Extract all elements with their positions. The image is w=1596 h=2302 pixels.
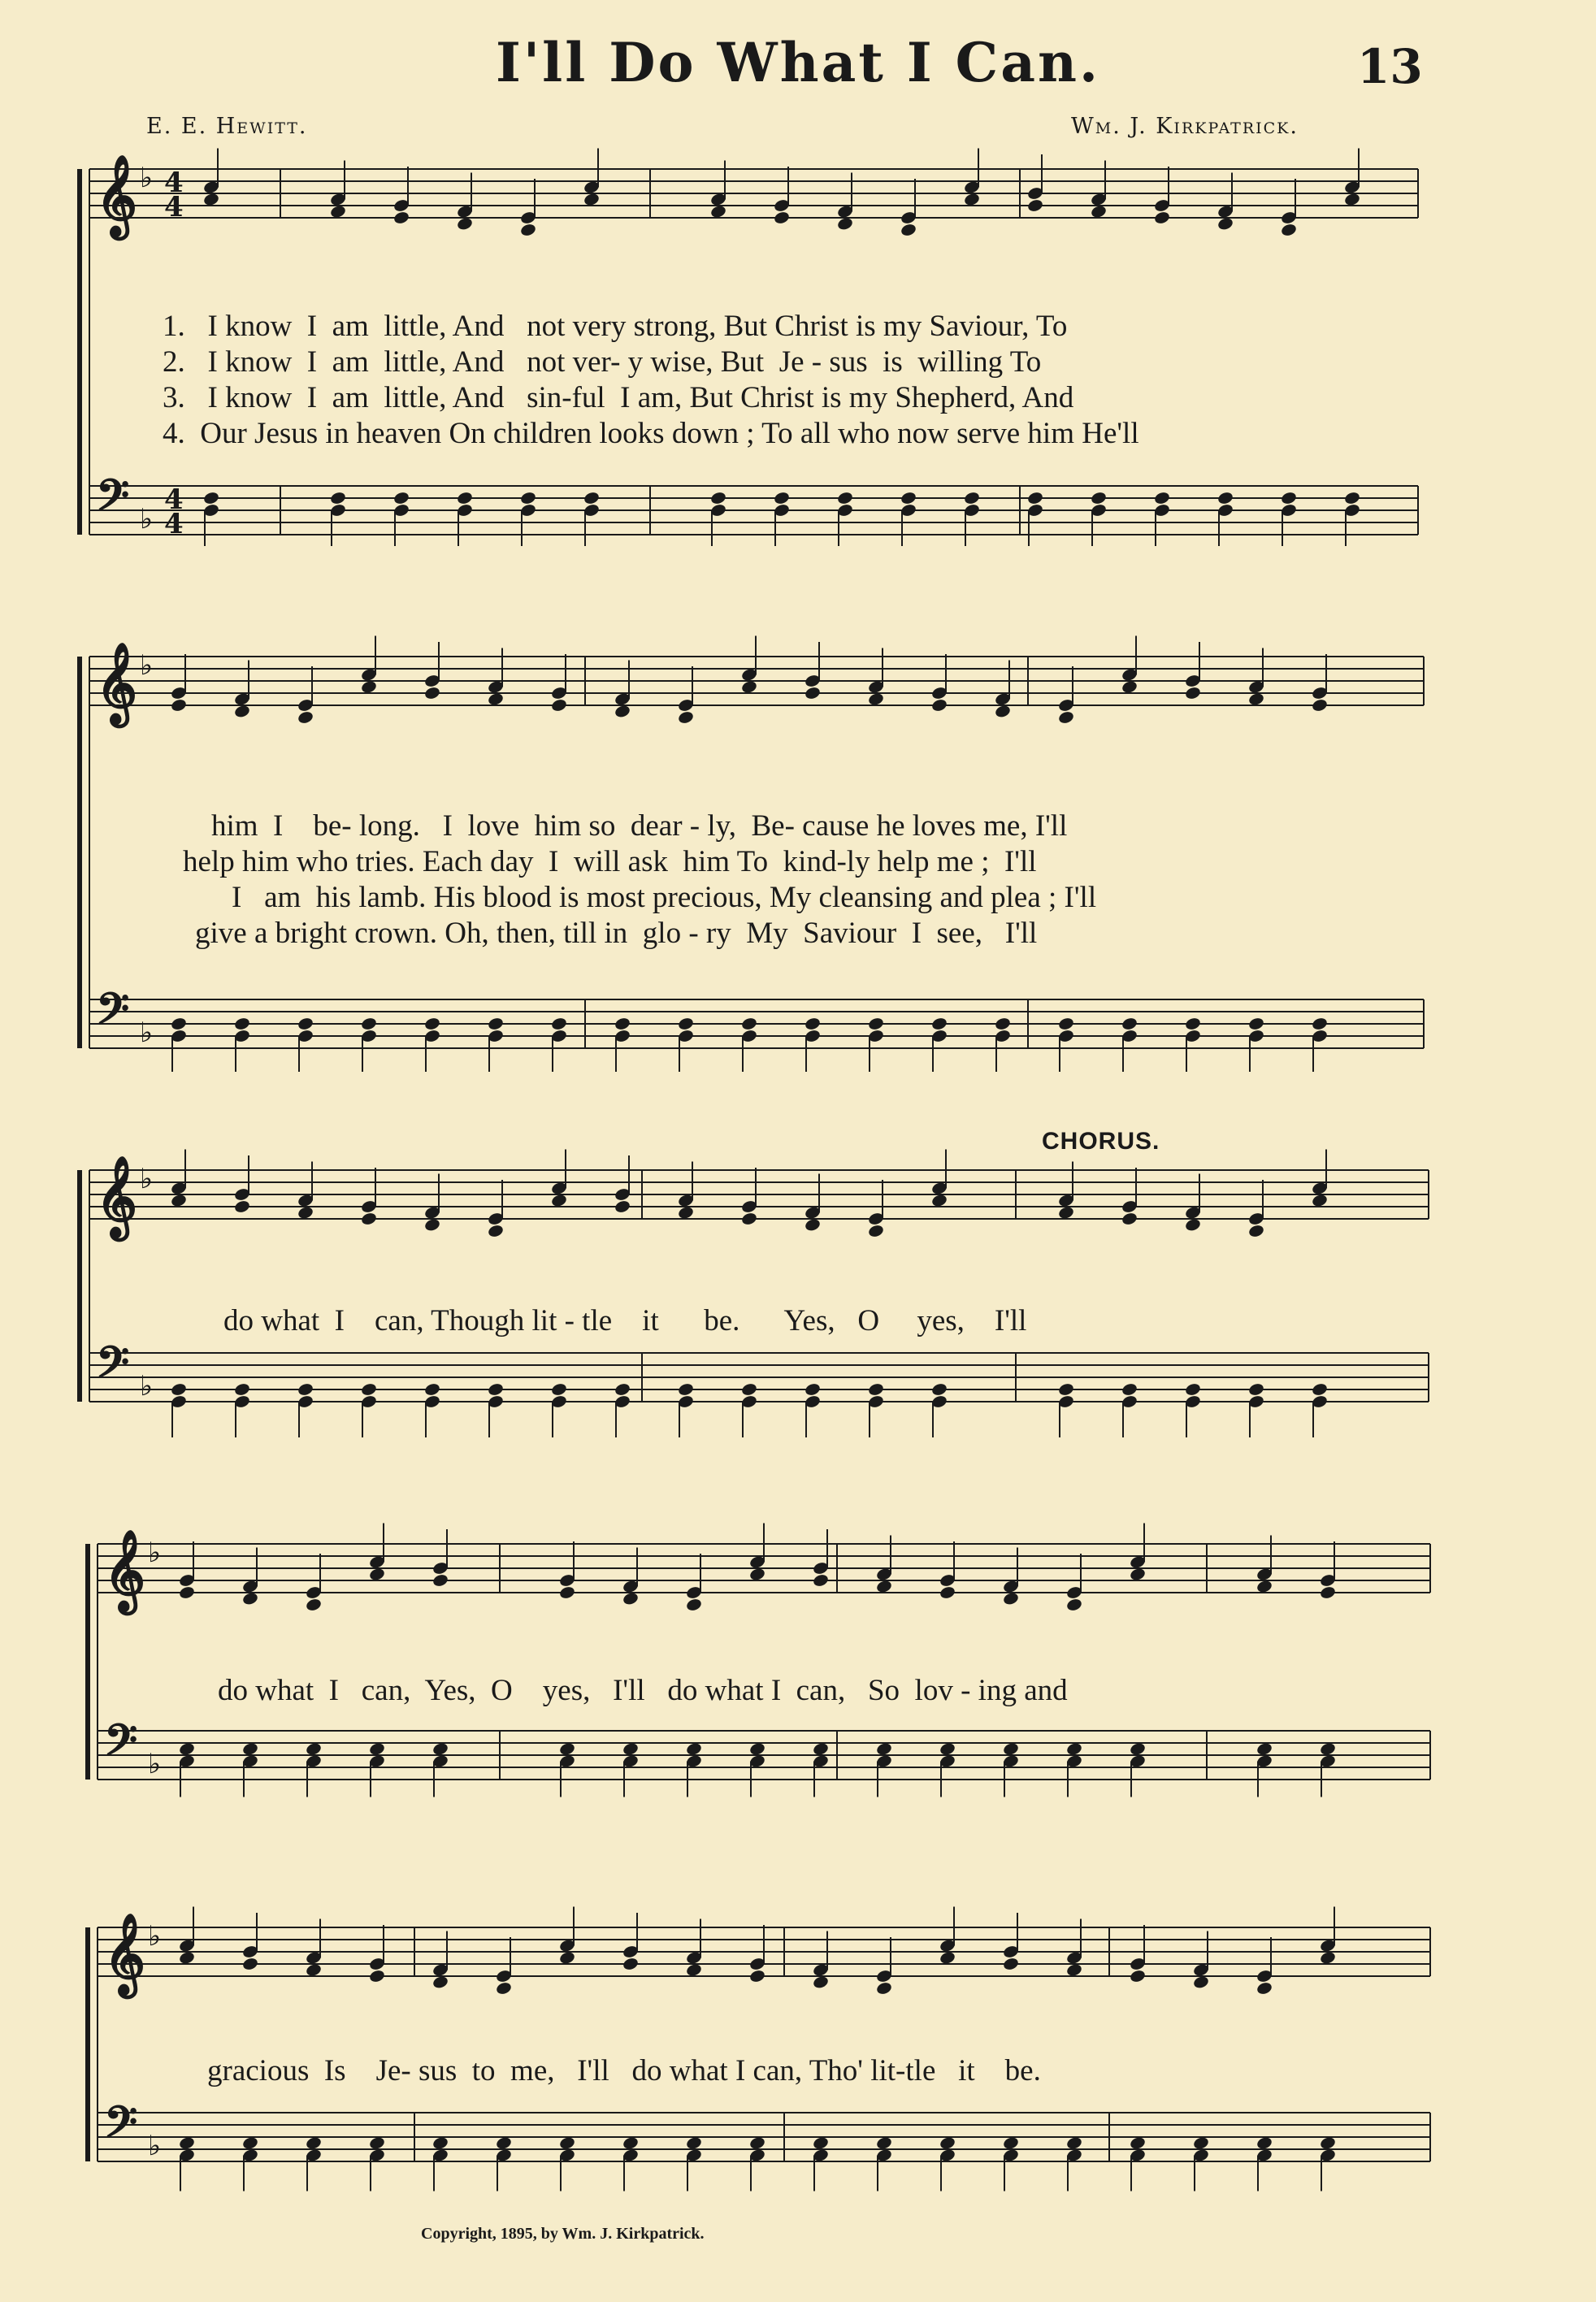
system-1-bass-time-signature-bottom: 4 — [164, 508, 184, 540]
system-5-treble-notehead — [748, 1969, 765, 1983]
system-3-bass-flat-icon: ♭ — [140, 1370, 154, 1402]
system-1-treble-notehead — [1090, 204, 1107, 219]
system-1-bass-notehead — [583, 491, 600, 505]
system-1-bass-notehead — [709, 491, 726, 505]
system-2-treble-notehead — [170, 698, 187, 713]
lyric-verse-3-line-1: 3. I know I am little, And sin-ful I am, But Christ is my Shepherd, And — [163, 381, 1074, 414]
system-5-treble-notehead — [685, 1962, 702, 1977]
system-3-bass-notehead — [677, 1382, 694, 1397]
system-3-bass-notehead — [360, 1382, 377, 1397]
system-2-treble-notehead — [1184, 686, 1201, 700]
system-3-bass-notehead — [297, 1382, 314, 1397]
system-1-treble-notehead — [583, 192, 600, 206]
system-1-treble-notehead — [1343, 192, 1360, 206]
system-4-treble-notehead — [1065, 1598, 1082, 1612]
system-4-treble-notehead — [812, 1573, 829, 1588]
system-2-bass-notehead — [1057, 1017, 1074, 1031]
system-4-bass-notehead — [432, 1741, 449, 1756]
system-2-bass-notehead — [487, 1017, 504, 1031]
system-1-time-signature-bottom: 4 — [164, 191, 184, 223]
system-1-bass-notehead — [1217, 491, 1234, 505]
system-4-treble-notehead — [1002, 1591, 1019, 1606]
system-1-treble-notehead — [329, 204, 346, 219]
system-5-bass-notehead — [558, 2135, 575, 2150]
system-5-bass-notehead — [495, 2135, 512, 2150]
system-5-treble-notehead — [495, 1981, 512, 1996]
system-5-treble-notehead — [939, 1950, 956, 1965]
system-5-bass-notehead — [685, 2135, 702, 2150]
system-5-bass-notehead — [241, 2135, 258, 2150]
system-2-treble-notehead — [614, 704, 631, 718]
system-2-treble-notehead — [1121, 679, 1138, 694]
system-1-bass-notehead — [202, 491, 219, 505]
system-2-bass-notehead — [1311, 1017, 1328, 1031]
system-1-treble-notehead — [709, 204, 726, 219]
system-2-bass-notehead — [994, 1017, 1011, 1031]
system-5-bass-notehead — [1002, 2135, 1019, 2150]
lyric-chorus-line-1: do what I can, Though lit - tle it be. Yes, O yes, I'll — [223, 1304, 1027, 1337]
system-3-treble-notehead — [1184, 1217, 1201, 1232]
system-4-bass-notehead — [558, 1741, 575, 1756]
system-5-treble-notehead — [1002, 1957, 1019, 1971]
system-5-treble-notehead — [368, 1969, 385, 1983]
system-4-bass-notehead — [178, 1741, 195, 1756]
system-5-treble-clef-icon: 𝄞 — [104, 1913, 145, 1995]
system-3-treble-notehead — [930, 1193, 948, 1207]
system-2-bass-flat-icon: ♭ — [140, 1017, 154, 1049]
system-5-treble-flat-icon: ♭ — [148, 1920, 162, 1953]
system-3-treble-notehead — [360, 1212, 377, 1226]
system-4-treble-notehead — [685, 1598, 702, 1612]
system-2-bass-notehead — [740, 1017, 757, 1031]
system-2-treble-notehead — [994, 704, 1011, 718]
lyric-verse-2-line-2: help him who tries. Each day I will ask him To kind-ly help me ; I'll — [183, 845, 1037, 878]
system-4-bass-notehead — [939, 1741, 956, 1756]
system-3-treble-notehead — [804, 1217, 821, 1232]
system-3-bass-notehead — [487, 1382, 504, 1397]
system-2-bass-notehead — [867, 1017, 884, 1031]
system-5-bass-notehead — [305, 2135, 322, 2150]
system-2-bass-clef-icon: 𝄢 — [96, 984, 130, 1045]
system-5-bass-notehead — [875, 2135, 892, 2150]
system-5-bass-notehead — [939, 2135, 956, 2150]
system-2-treble-notehead — [804, 686, 821, 700]
system-4-treble-notehead — [178, 1585, 195, 1600]
system-4-bass-notehead — [748, 1741, 765, 1756]
system-1-bass-notehead — [1153, 491, 1170, 505]
system-5-treble-notehead — [558, 1950, 575, 1965]
system-4-treble-notehead — [1319, 1585, 1336, 1600]
system-3-bass-notehead — [740, 1382, 757, 1397]
system-4-treble-notehead — [305, 1598, 322, 1612]
system-2-treble-notehead — [360, 679, 377, 694]
system-3-bass-notehead — [1121, 1382, 1138, 1397]
system-1-bass-notehead — [1280, 491, 1297, 505]
system-2-treble-notehead — [677, 710, 694, 725]
system-4-treble-notehead — [875, 1579, 892, 1593]
system-3-treble-notehead — [423, 1217, 440, 1232]
lyric-verse-1-line-1: 1. I know I am little, And not very strong, But Christ is my Saviour, To — [163, 310, 1068, 343]
system-1-treble-notehead — [1153, 210, 1170, 225]
system-1-bass-notehead — [773, 491, 790, 505]
system-3-bass-notehead — [1057, 1382, 1074, 1397]
system-1-bass-notehead — [1343, 491, 1360, 505]
system-5-bass-notehead — [368, 2135, 385, 2150]
system-4-treble-clef-icon: 𝄞 — [104, 1529, 145, 1611]
system-2-bass-notehead — [297, 1017, 314, 1031]
system-1-treble-notehead — [963, 192, 980, 206]
system-1-treble-flat-icon: ♭ — [140, 162, 154, 194]
system-5-treble-notehead — [1319, 1950, 1336, 1965]
system-3-bass-notehead — [804, 1382, 821, 1397]
system-4-treble-notehead — [939, 1585, 956, 1600]
system-2-bass-notehead — [614, 1017, 631, 1031]
system-5-bass-notehead — [432, 2135, 449, 2150]
system-2-bass-notehead — [1121, 1017, 1138, 1031]
system-3-treble-notehead — [297, 1205, 314, 1220]
system-2-bass-notehead — [804, 1017, 821, 1031]
system-4-treble-notehead — [368, 1567, 385, 1581]
lyric-chorus-line-3: gracious Is Je- sus to me, I'll do what I can, Tho' lit-tle it be. — [207, 2054, 1041, 2087]
system-2-treble-notehead — [1057, 710, 1074, 725]
system-1-treble-notehead — [392, 210, 410, 225]
system-1-bass-notehead — [392, 491, 410, 505]
system-3-treble-notehead — [233, 1199, 250, 1214]
system-1-treble-notehead — [202, 192, 219, 206]
system-5-bass-clef-icon: 𝄢 — [104, 2097, 138, 2158]
system-4-bass-notehead — [1129, 1741, 1146, 1756]
page-number: 13 — [1357, 39, 1423, 94]
system-1-treble-notehead — [773, 210, 790, 225]
system-4-treble-flat-icon: ♭ — [148, 1537, 162, 1569]
system-5-treble-notehead — [875, 1981, 892, 1996]
system-3-treble-notehead — [740, 1212, 757, 1226]
system-5-bass-notehead — [748, 2135, 765, 2150]
system-1-treble-notehead — [900, 223, 917, 237]
system-4-bass-notehead — [305, 1741, 322, 1756]
system-3-bass-notehead — [614, 1382, 631, 1397]
system-1-bass-notehead — [329, 491, 346, 505]
system-4-treble-notehead — [558, 1585, 575, 1600]
system-1-bass-notehead — [1090, 491, 1107, 505]
system-1-treble-notehead — [456, 216, 473, 231]
system-5-treble-notehead — [432, 1975, 449, 1989]
system-3-treble-notehead — [614, 1199, 631, 1214]
system-2-bass-notehead — [170, 1017, 187, 1031]
system-2-treble-notehead — [423, 686, 440, 700]
system-1-treble-notehead — [519, 223, 536, 237]
system-4-treble-notehead — [432, 1573, 449, 1588]
system-2-bass-notehead — [550, 1017, 567, 1031]
system-2-bass-notehead — [233, 1017, 250, 1031]
system-1-treble-notehead — [1217, 216, 1234, 231]
system-1-bass-notehead — [963, 491, 980, 505]
system-5-treble-notehead — [178, 1950, 195, 1965]
system-5-treble-notehead — [622, 1957, 639, 1971]
system-3-bass-notehead — [1247, 1382, 1264, 1397]
system-3-treble-notehead — [1057, 1205, 1074, 1220]
system-4-bass-clef-icon: 𝄢 — [104, 1715, 138, 1776]
system-4-bass-flat-icon: ♭ — [148, 1748, 162, 1780]
system-3-treble-flat-icon: ♭ — [140, 1163, 154, 1195]
system-1-bass-notehead — [1026, 491, 1043, 505]
system-3-treble-notehead — [170, 1193, 187, 1207]
system-2-treble-clef-icon: 𝄞 — [96, 642, 137, 724]
system-3-bass-notehead — [423, 1382, 440, 1397]
system-5-bass-notehead — [1256, 2135, 1273, 2150]
system-5-bass-notehead — [1319, 2135, 1336, 2150]
system-1-bass-notehead — [456, 491, 473, 505]
composer-credit: Wm. J. Kirkpatrick. — [1071, 114, 1299, 139]
system-3-bass-notehead — [550, 1382, 567, 1397]
system-5-treble-notehead — [812, 1975, 829, 1989]
system-3-treble-notehead — [1311, 1193, 1328, 1207]
system-2-treble-notehead — [297, 710, 314, 725]
system-2-treble-notehead — [487, 691, 504, 706]
system-5-treble-notehead — [1129, 1969, 1146, 1983]
lyric-chorus-line-2: do what I can, Yes, O yes, I'll do what I can, So lov - ing and — [218, 1674, 1068, 1707]
system-2-bass-notehead — [360, 1017, 377, 1031]
system-5-bass-flat-icon: ♭ — [148, 2130, 162, 2162]
system-5-treble-notehead — [1192, 1975, 1209, 1989]
system-1-treble-clef-icon: 𝄞 — [96, 154, 137, 236]
system-2-treble-notehead — [930, 698, 948, 713]
system-2-bass-notehead — [1247, 1017, 1264, 1031]
system-1-bass-notehead — [836, 491, 853, 505]
system-4-bass-notehead — [812, 1741, 829, 1756]
lyric-verse-4-line-1: 4. Our Jesus in heaven On children looks down ; To all who now serve him He'll — [163, 417, 1139, 450]
lyric-verse-3-line-2: I am his lamb. His blood is most precious, My cleansing and plea ; I'll — [232, 881, 1097, 914]
system-5-bass-notehead — [1065, 2135, 1082, 2150]
system-4-bass-notehead — [875, 1741, 892, 1756]
system-2-treble-notehead — [1247, 691, 1264, 706]
system-3-treble-notehead — [487, 1224, 504, 1238]
system-3-bass-notehead — [930, 1382, 948, 1397]
system-4-treble-notehead — [1256, 1579, 1273, 1593]
system-3-bass-clef-icon: 𝄢 — [96, 1337, 130, 1398]
lyric-verse-2-line-1: 2. I know I am little, And not ver- y wise, But Je - sus is willing To — [163, 345, 1042, 379]
system-1-treble-notehead — [1280, 223, 1297, 237]
system-3-bass-notehead — [1311, 1382, 1328, 1397]
system-5-bass-notehead — [178, 2135, 195, 2150]
system-1-bass-notehead — [519, 491, 536, 505]
system-1-bass-notehead — [900, 491, 917, 505]
system-5-treble-notehead — [1065, 1962, 1082, 1977]
system-4-treble-notehead — [1129, 1567, 1146, 1581]
system-4-bass-notehead — [685, 1741, 702, 1756]
system-3-bass-notehead — [1184, 1382, 1201, 1397]
system-4-bass-notehead — [368, 1741, 385, 1756]
system-4-bass-notehead — [622, 1741, 639, 1756]
system-3-bass-notehead — [233, 1382, 250, 1397]
system-2-treble-notehead — [1311, 698, 1328, 713]
system-4-bass-notehead — [1319, 1741, 1336, 1756]
lyricist-credit: E. E. Hewitt. — [146, 114, 308, 139]
system-2-treble-flat-icon: ♭ — [140, 649, 154, 682]
system-4-treble-notehead — [241, 1591, 258, 1606]
lyric-verse-1-line-2: him I be- long. I love him so dear - ly, Be- cause he loves me, I'll — [211, 809, 1068, 843]
system-3-bass-notehead — [867, 1382, 884, 1397]
system-3-treble-notehead — [867, 1224, 884, 1238]
system-4-bass-notehead — [241, 1741, 258, 1756]
system-2-treble-notehead — [867, 691, 884, 706]
system-5-bass-notehead — [1192, 2135, 1209, 2150]
system-2-bass-notehead — [1184, 1017, 1201, 1031]
system-2-bass-notehead — [677, 1017, 694, 1031]
system-2-treble-notehead — [233, 704, 250, 718]
system-5-bass-notehead — [1129, 2135, 1146, 2150]
system-2-bass-notehead — [930, 1017, 948, 1031]
system-4-bass-notehead — [1002, 1741, 1019, 1756]
system-3-treble-notehead — [1247, 1224, 1264, 1238]
system-4-treble-notehead — [622, 1591, 639, 1606]
system-1-bass-time-signature-top: 4 — [164, 483, 184, 516]
system-3-treble-clef-icon: 𝄞 — [96, 1155, 137, 1238]
system-4-bass-notehead — [1065, 1741, 1082, 1756]
chorus-label: CHORUS. — [1042, 1128, 1160, 1155]
system-2-bass-notehead — [423, 1017, 440, 1031]
system-1-treble-notehead — [1026, 198, 1043, 213]
system-1-bass-clef-icon: 𝄢 — [96, 470, 130, 531]
hymn-title: I'll Do What I Can. — [496, 31, 1100, 94]
system-1-bass-flat-icon: ♭ — [140, 503, 154, 535]
system-5-treble-notehead — [241, 1957, 258, 1971]
system-1-time-signature-top: 4 — [164, 167, 184, 199]
system-3-treble-notehead — [550, 1193, 567, 1207]
system-3-treble-notehead — [1121, 1212, 1138, 1226]
lyric-verse-4-line-2: give a bright crown. Oh, then, till in glo - ry My Saviour I see, I'll — [195, 917, 1038, 950]
system-2-treble-notehead — [740, 679, 757, 694]
system-4-bass-notehead — [1256, 1741, 1273, 1756]
copyright-notice: Copyright, 1895, by Wm. J. Kirkpatrick. — [421, 2225, 705, 2243]
system-5-bass-notehead — [622, 2135, 639, 2150]
system-2-treble-notehead — [550, 698, 567, 713]
system-4-treble-notehead — [748, 1567, 765, 1581]
system-5-treble-notehead — [305, 1962, 322, 1977]
system-5-bass-notehead — [812, 2135, 829, 2150]
system-1-treble-notehead — [836, 216, 853, 231]
system-3-treble-notehead — [677, 1205, 694, 1220]
system-3-bass-notehead — [170, 1382, 187, 1397]
system-5-treble-notehead — [1256, 1981, 1273, 1996]
